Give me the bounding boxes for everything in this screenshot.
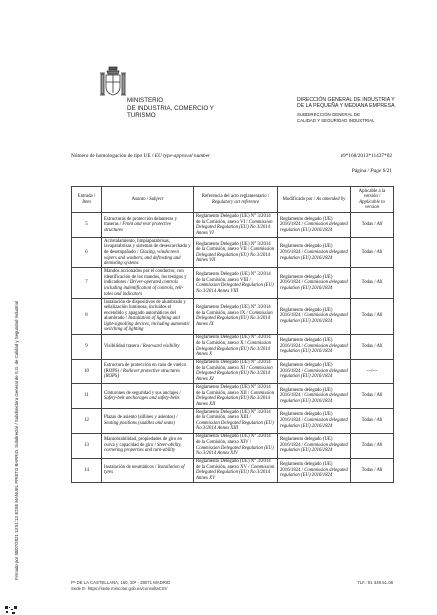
- cell-item: 11: [72, 384, 102, 409]
- page-value: 6/21: [381, 168, 392, 174]
- cell-reference: Reglamento Delegado (UE) N° 3/2014 de la Comisión, anexo XII / Commission Delegated Regulation (EU) No 3/2014 Annex XII: [194, 384, 278, 409]
- side-signature: [6, 250, 19, 580]
- table-row: [72, 238, 394, 268]
- cell-amended: Reglamento delegado (UE) 2016/1824 / Commission delegated regulation (EU) 2016/1824: [278, 458, 351, 483]
- cell-subject: Estructura de protección en caso de vuelco (ROPS) / Rollover protective structures (ROPS): [102, 359, 194, 384]
- cell-amended: Reglamento delegado (UE) 2016/1824 / Commission delegated regulation (EU) 2016/1824: [278, 213, 351, 238]
- cell-version: Todas / All: [351, 268, 394, 298]
- cell-version: Todas / All: [351, 238, 394, 268]
- dg-line: DE LA PEQUEÑA Y MEDIANA EMPRESA: [297, 103, 395, 110]
- cell-reference: Reglamento Delegado (UE) N° 3/2014 de la Comisión, anexo XIV / Commission Delegated Regulation (EU) No 3/2014 Annex XIV: [194, 433, 278, 458]
- cell-amended: Reglamento delegado (UE) 2016/1824 / Commission delegated regulation (EU) 2016/1824: [278, 298, 351, 334]
- cell-amended: Reglamento delegado (UE) 2016/1824 / Commission delegated regulation (EU) 2016/1824: [278, 409, 351, 434]
- header-version: Aplicable a la versión / Applicable to version: [351, 187, 394, 213]
- cell-subject: Acristalamiento, limpiaparabrisas, lavaparabrisas y sistemas de desescarchado y de desempañado / Glazing, windscreen wipers and washers, and defrosting and demisting systems: [102, 238, 194, 268]
- table-row: [72, 409, 394, 434]
- table-row: [72, 268, 394, 298]
- cell-reference: Reglamento Delegado (UE) N° 3/2014 de la Comisión, anexo VI / Commission Delegated Regulation (EU) No 3/2014 Annex VI: [194, 213, 278, 238]
- cell-amended: Reglamento delegado (UE) 2016/1824 / Commission delegated regulation (EU) 2016/1824: [278, 433, 351, 458]
- ministry-name: [127, 97, 214, 120]
- cell-subject: Estructuras de protección delanteras y traseras / Front and rear protective structures: [102, 213, 194, 238]
- footer-address-line: [71, 580, 393, 585]
- cell-reference: Reglamento Delegado (UE) N° 3/2014 de la Comisión, anexo IX / Commission Delegated Regulation (EU) No 3/2014 Annex IX: [194, 298, 278, 334]
- approval-number-label: [71, 153, 210, 159]
- cell-subject: Mandos accionados por el conductor, con identificación de los mandos, los testigos y indicadores / Driver-operated controls including indentification of controls, tell-tales and indicators: [102, 268, 194, 298]
- table-row: [72, 433, 394, 458]
- regulatory-table: [71, 186, 394, 483]
- cell-amended: Reglamento delegado (UE) 2016/1824 / Commission delegated regulation (EU) 2016/1824: [278, 268, 351, 298]
- approval-label-es: Número de homologación de tipo UE /: [71, 153, 155, 159]
- footer-verify: Sede E- https://sede.mincotur.gob.es/consultaCSV: [71, 586, 168, 591]
- cell-item: 6: [72, 238, 102, 268]
- table-header-row: [72, 187, 394, 213]
- cell-reference: Reglamento Delegado (UE) N° 3/2014 de la Comisión, anexo VII / Commission Delegated Regulation (EU) No 3/2014 Annex VII: [194, 238, 278, 268]
- cell-item: 5: [72, 213, 102, 238]
- cell-version: Todas / All: [351, 433, 394, 458]
- cell-reference: Reglamento Delegado (UE) N° 3/2014 de la Comisión, anexo VIII / Commission Delegated Regulation (EU) No 3/2014 Annex VIII: [194, 268, 278, 298]
- cell-item: 14: [72, 458, 102, 483]
- cell-subject: Instalación de dispositivos de alumbrado y señalización luminosa, incluidos el encendido y apagado automáticos del alumbrado / Installation of lighting and light-signalling devices, including automatic switching of lighting: [102, 298, 194, 334]
- cell-item: 8: [72, 298, 102, 334]
- cell-version: Todas / All: [351, 409, 394, 434]
- cell-subject: Visibilidad trasera / Rearward visibility: [102, 334, 194, 359]
- approval-label-en: EU type-approval number: [154, 153, 211, 159]
- footer-phone: TLF.: 91 349.51.08: [357, 580, 393, 585]
- ministry-line: MINISTERIO: [127, 97, 164, 104]
- cell-subject: Plazas de asiento (sillines y asientos) / Seating positions (saddles and seats): [102, 409, 194, 434]
- cell-subject: Maniobrabilidad, propiedades de giro en curva y capacidad de giro / Steer-ability, cornering properties and turn-ability: [102, 433, 194, 458]
- header-reference: Referencia del acto reglamentario / Regulatory act reference: [194, 187, 278, 213]
- cell-item: 7: [72, 268, 102, 298]
- cell-amended: Reglamento delegado (UE) 2016/1824 / Commission delegated regulation (EU) 2016/1824: [278, 238, 351, 268]
- cell-version: ---/---: [351, 359, 394, 384]
- subdirectorate: [297, 112, 395, 123]
- cell-amended: Reglamento delegado (UE) 2016/1824 / Commission delegated regulation (EU) 2016/1824: [278, 384, 351, 409]
- page-label-en: Page: [370, 168, 382, 174]
- header-item: Entrada / Item: [72, 187, 102, 213]
- table-row: [72, 384, 394, 409]
- table-row: [72, 213, 394, 238]
- header-subject: Asunto / Subject: [102, 187, 194, 213]
- table-row: [72, 458, 394, 483]
- page-indicator: [352, 168, 392, 174]
- header: [0, 0, 437, 140]
- side-signature-text: Firmado por 30/07/2021 13:51:13 JOSE MANUEL PRIETO BARRIO, Subdirector / Subdirectora General de S.G. de Calidad y Seguridad Industrial: [14, 301, 19, 580]
- cell-version: Todas / All: [351, 458, 394, 483]
- table-row: [72, 359, 394, 384]
- cell-version: Todas / All: [351, 334, 394, 359]
- cell-amended: Reglamento delegado (UE) 2016/1824 / Commission delegated regulation (EU) 2016/1824: [278, 359, 351, 384]
- footer-address: Pº DE LA CASTELLANA, 160, 10ª - 28071 MADRID: [71, 580, 171, 585]
- table-row: [72, 298, 394, 334]
- cell-item: 10: [72, 359, 102, 384]
- cell-amended: Reglamento delegado (UE) 2016/1824 / Commission delegated regulation (EU) 2016/1824: [278, 334, 351, 359]
- cell-subject: Instalación de neumáticos / Installation of tyres: [102, 458, 194, 483]
- cell-subject: Cinturones de seguridad y sus anclajes / Safety-belt anchorages and safety-belts: [102, 384, 194, 409]
- cell-item: 12: [72, 409, 102, 434]
- cell-version: Todas / All: [351, 298, 394, 334]
- qr-code-icon: [4, 605, 18, 615]
- sub-line: SUBDIRECCIÓN GENERAL DE: [297, 112, 361, 118]
- cell-reference: Reglamento Delegado (UE) N° 3/2014 de la Comisión, anexo X / Commission Delegated Regulation (EU) No 3/2014 Annex X: [194, 334, 278, 359]
- cell-reference: Reglamento Delegado (UE) N° 3/2014 de la Comisión, anexo XI / Commission Delegated Regulation (EU) No 3/2014 Annex XI: [194, 359, 278, 384]
- cell-item: 13: [72, 433, 102, 458]
- header-amended: Modificado por / As amended by: [278, 187, 351, 213]
- ministry-line: DE INDUSTRIA, COMERCIO Y: [127, 104, 214, 112]
- table-row: [72, 334, 394, 359]
- coat-of-arms-icon: [99, 65, 127, 103]
- cell-version: Todas / All: [351, 213, 394, 238]
- dg-line: DIRECCIÓN GENERAL DE INDUSTRIA Y: [297, 97, 395, 103]
- cell-reference: Reglamento Delegado (UE) N° 3/2014 de la Comisión, anexo XIII / Commission Delegated Regulation (EU) No 3/2014 Annex XIII: [194, 409, 278, 434]
- ministry-line: TURISMO: [127, 112, 156, 120]
- cell-reference: Reglamento Delegado (UE) N° 3/2014 de la Comisión, anexo XV / Commission Delegated Regulation (EU) No 3/2014 Annex XV: [194, 458, 278, 483]
- page-label-es: Página /: [351, 168, 371, 174]
- sub-line: CALIDAD Y SEGURIDAD INDUSTRIAL: [297, 117, 375, 123]
- cell-item: 9: [72, 334, 102, 359]
- cell-version: Todas / All: [351, 384, 394, 409]
- directorate-name: [297, 97, 395, 123]
- approval-number: e9*168/2013*11437*02: [340, 153, 392, 159]
